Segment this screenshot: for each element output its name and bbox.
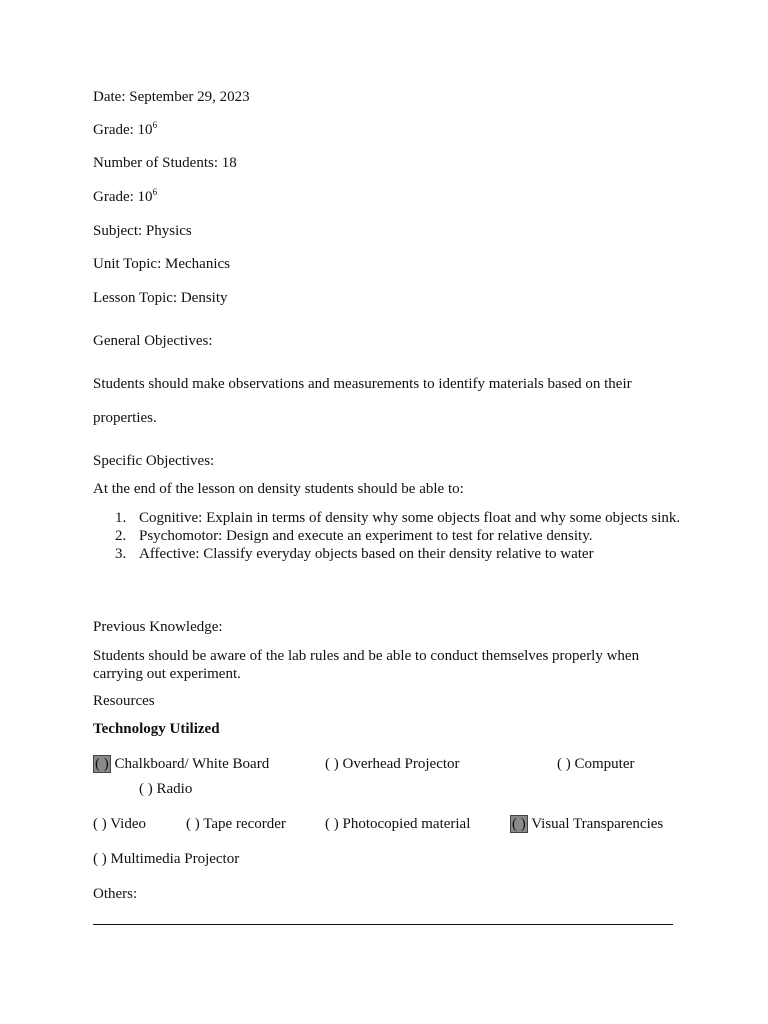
option-visual-transparencies[interactable] [510,815,663,833]
checkbox-overhead-projector[interactable]: ( ) [325,756,339,772]
option-chalkboard-label: Chalkboard/ White Board [114,756,270,772]
option-computer[interactable] [557,755,635,773]
checkbox-photocopied-material[interactable]: ( ) [325,816,339,832]
checkbox-chalkboard[interactable]: ( ) [95,756,109,772]
unit-topic-line: Unit Topic: Mechanics [93,256,230,272]
specific-objectives-intro: At the end of the lesson on density students should be able to: [93,481,464,497]
checkbox-multimedia-projector[interactable]: ( ) [93,851,107,867]
option-photocopied-material[interactable] [325,815,470,833]
grade-label: Grade: 10 [93,122,153,138]
option-tape-recorder[interactable] [186,815,286,833]
list-item-number: 2. [115,528,127,544]
list-item-text: Cognitive: Explain in terms of density why some objects float and why some objects sink. [139,510,681,526]
option-video-label: Video [110,816,146,832]
option-chalkboard[interactable] [93,755,269,773]
general-objectives-line-2: properties. [93,410,157,426]
subject-line: Subject: Physics [93,223,192,239]
specific-objectives-heading: Specific Objectives: [93,453,215,469]
list-item [93,509,683,527]
previous-knowledge-text: Students should be aware of the lab rules and be able to conduct themselves properly when carrying out experiment. [93,648,640,682]
students-line: Number of Students: 18 [93,155,237,171]
general-objectives-line-1: Students should make observations and measurements to identify materials based on their [93,376,632,392]
checkbox-computer[interactable]: ( ) [557,756,571,772]
list-item-text: Affective: Classify everyday objects based on their density relative to water [139,546,594,562]
option-photocopied-material-label: Photocopied material [342,816,471,832]
option-multimedia-projector-label: Multimedia Projector [110,851,240,867]
grade-superscript: 6 [152,120,158,130]
previous-knowledge-heading: Previous Knowledge: [93,619,223,635]
option-radio[interactable] [139,780,192,798]
option-overhead-projector-label: Overhead Projector [342,756,460,772]
grade-superscript-repeat: 6 [152,187,158,197]
specific-objectives-list [93,509,683,563]
option-overhead-projector[interactable] [325,755,460,773]
option-computer-label: Computer [574,756,635,772]
list-item [93,527,683,545]
list-item-number: 3. [115,546,127,562]
checkbox-video[interactable]: ( ) [93,816,107,832]
checkbox-radio[interactable]: ( ) [139,781,153,797]
option-visual-transparencies-label: Visual Transparencies [531,816,664,832]
option-radio-label: Radio [156,781,193,797]
list-item [93,545,683,563]
resources-heading: Resources [93,693,155,709]
checkbox-visual-transparencies[interactable]: ( ) [512,816,526,832]
option-video[interactable] [93,815,146,833]
date-line: Date: September 29, 2023 [93,89,250,105]
technology-utilized-heading: Technology Utilized [93,721,220,737]
option-multimedia-projector[interactable] [93,850,239,868]
grade-line-repeat [93,188,157,207]
grade-label-repeat: Grade: 10 [93,189,153,205]
others-answer-line[interactable] [93,924,673,925]
checkbox-tape-recorder[interactable]: ( ) [186,816,200,832]
list-item-number: 1. [115,510,127,526]
general-objectives-heading: General Objectives: [93,333,213,349]
lesson-topic-line: Lesson Topic: Density [93,290,228,306]
grade-line [93,121,157,140]
list-item-text: Psychomotor: Design and execute an experiment to test for relative density. [139,528,593,544]
others-label: Others: [93,886,138,902]
option-tape-recorder-label: Tape recorder [203,816,286,832]
